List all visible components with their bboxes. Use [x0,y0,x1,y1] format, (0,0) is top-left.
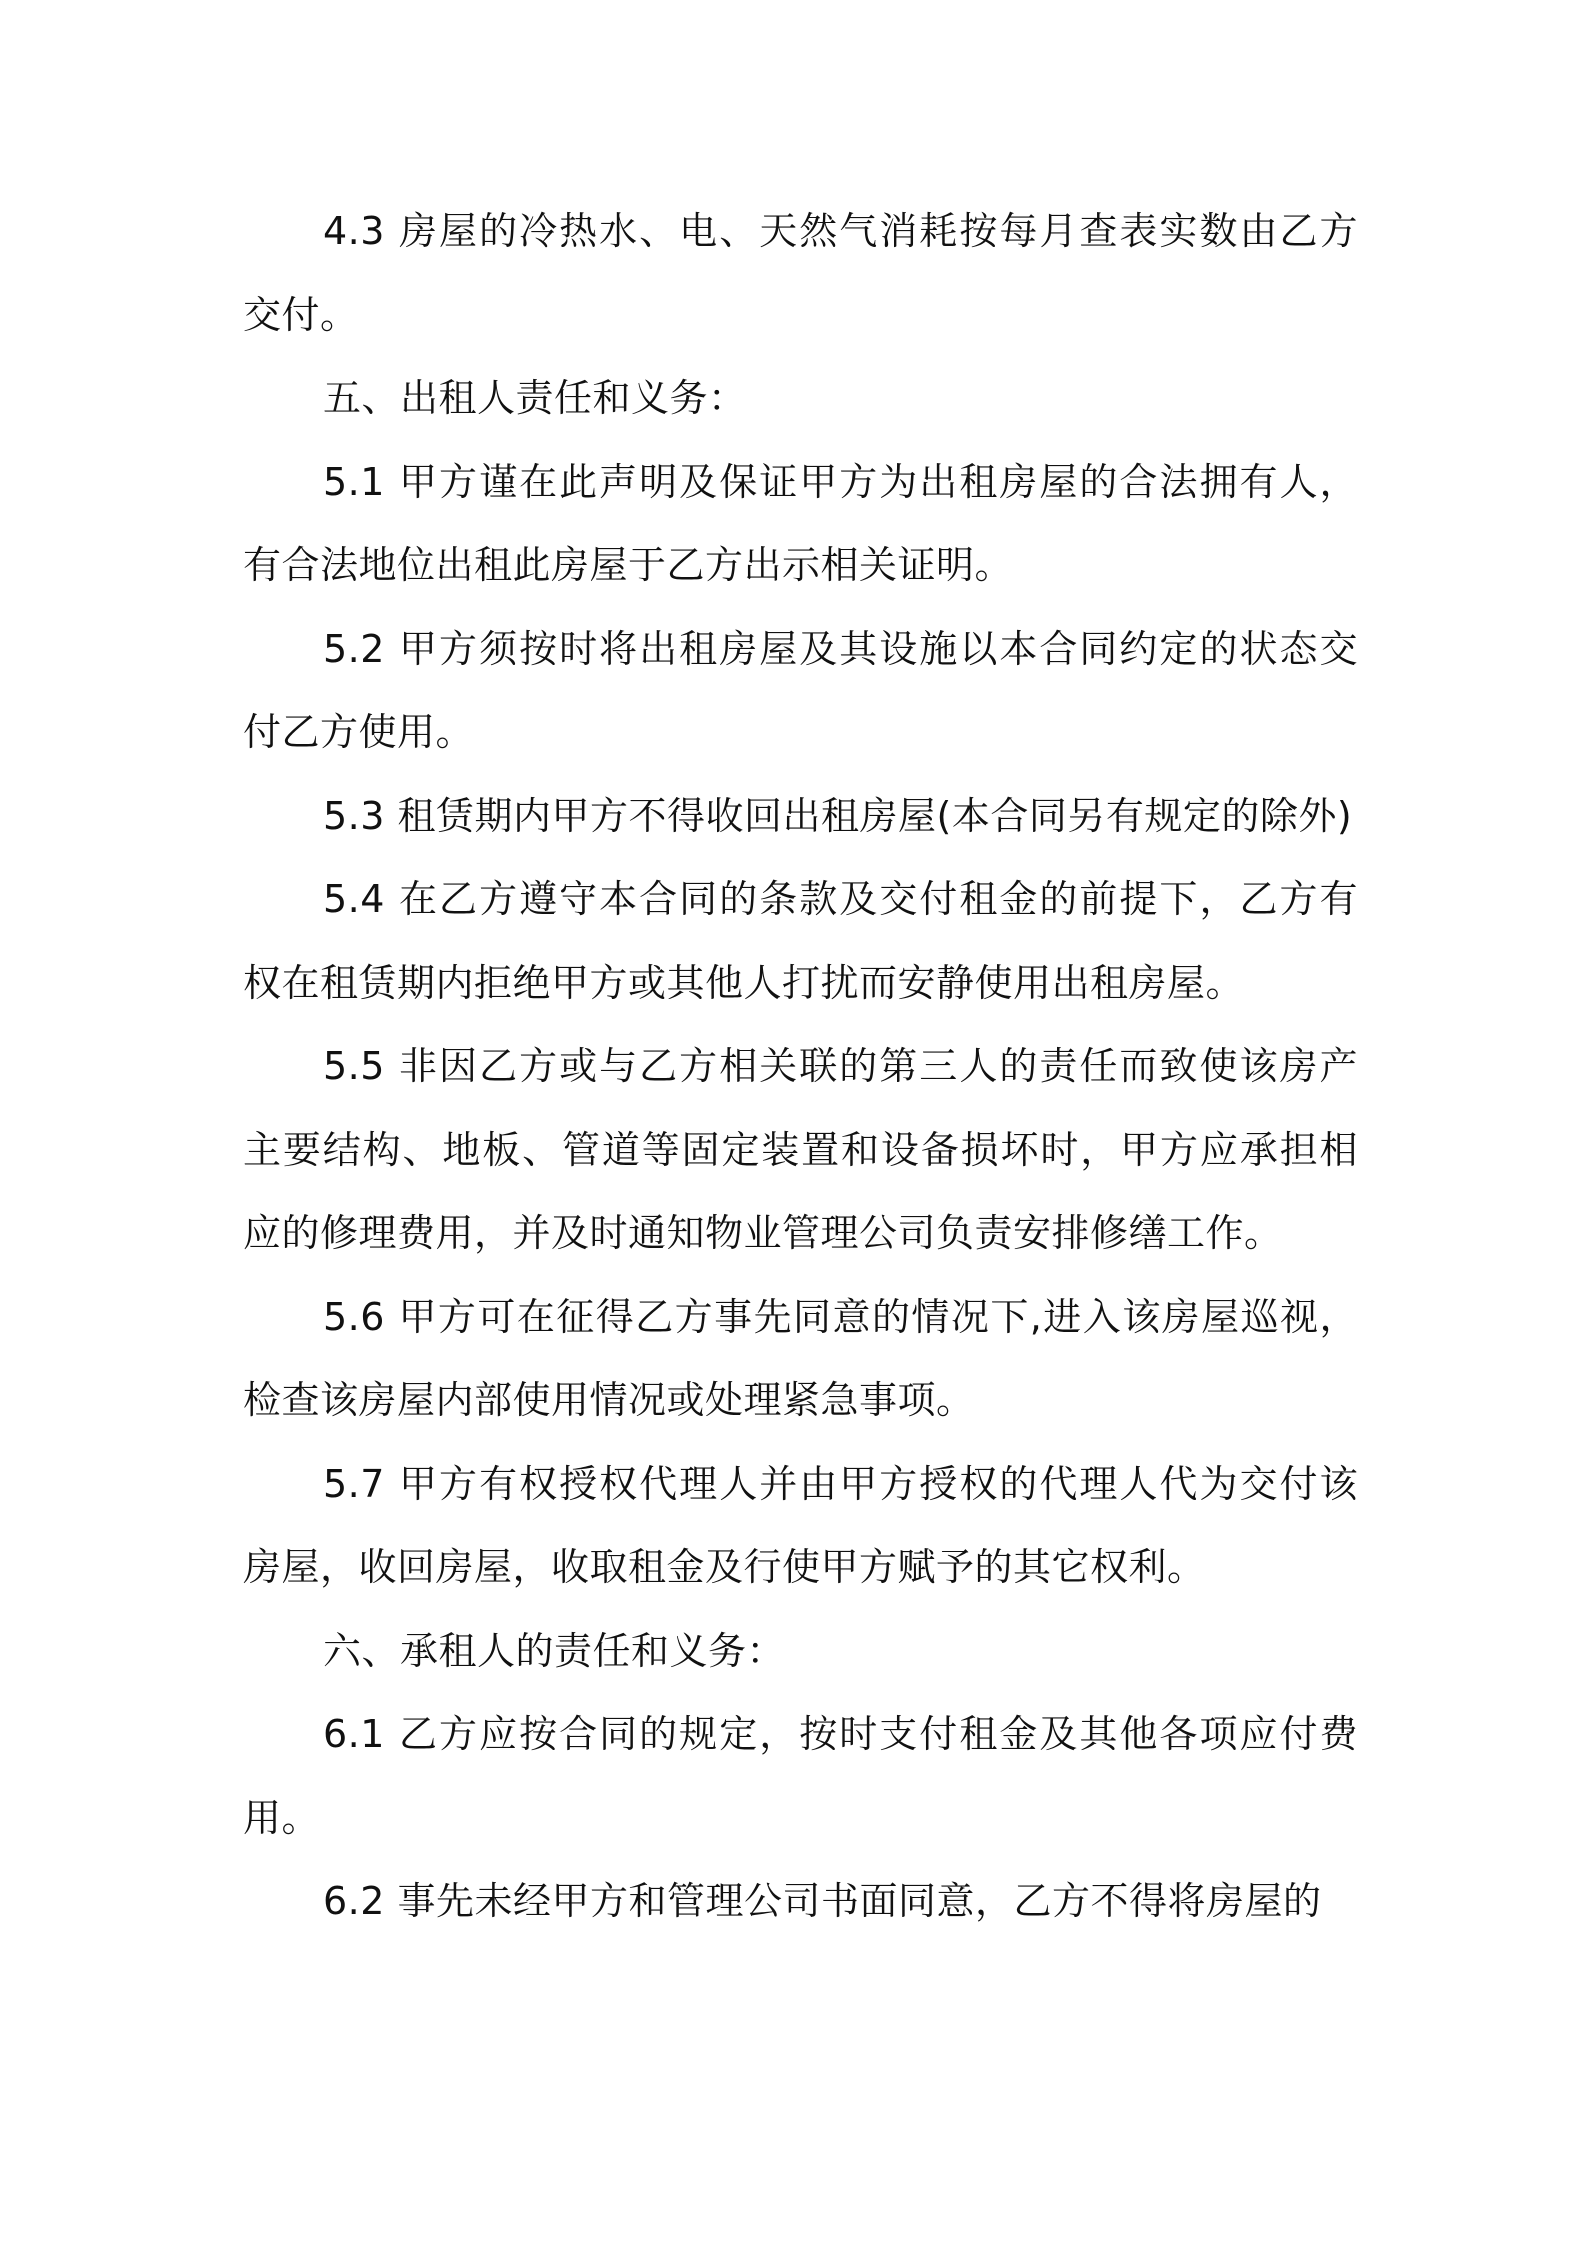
paragraph-4-3: 4.3 房屋的冷热水、电、天然气消耗按每月查表实数由乙方交付。 [243,209,1358,337]
paragraph-5-6: 5.6 甲方可在征得乙方事先同意的情况下,进入该房屋巡视，检查该房屋内部使用情况或处理紧急事项。 [243,1294,1358,1422]
section-heading-6: 六、承租人的责任和义务： [323,1628,786,1673]
paragraph-6-2: 6.2 事先未经甲方和管理公司书面同意，乙方不得将房屋的 [323,1879,1322,1923]
paragraph-5-7: 5.7 甲方有权授权代理人并由甲方授权的代理人代为交付该房屋，收回房屋，收取租金及行使甲方赋予的其它权利。 [243,1461,1358,1589]
section-heading-5: 五、出租人责任和义务： [323,376,747,420]
paragraph-5-5: 5.5 非因乙方或与乙方相关联的第三人的责任而致使该房产主要结构、地板、管道等固定装置和设备损坏时，甲方应承担相应的修理费用，并及时通知物业管理公司负责安排修缮工作。 [243,1044,1358,1255]
paragraph-5-4: 5.4 在乙方遵守本合同的条款及交付租金的前提下，乙方有权在租赁期内拒绝甲方或其他人打扰而安静使用出租房屋。 [243,877,1358,1005]
paragraph-6-1: 6.1 乙方应按合同的规定，按时支付租金及其他各项应付费用。 [243,1712,1358,1840]
paragraph-5-2: 5.2 甲方须按时将出租房屋及其设施以本合同约定的状态交付乙方使用。 [243,626,1358,754]
document-body [243,190,1358,1944]
paragraph-5-1: 5.1 甲方谨在此声明及保证甲方为出租房屋的合法拥有人，有合法地位出租此房屋于乙方出示相关证明。 [243,459,1358,587]
paragraph-5-3: 5.3 租赁期内甲方不得收回出租房屋(本合同另有规定的除外) [323,793,1353,838]
